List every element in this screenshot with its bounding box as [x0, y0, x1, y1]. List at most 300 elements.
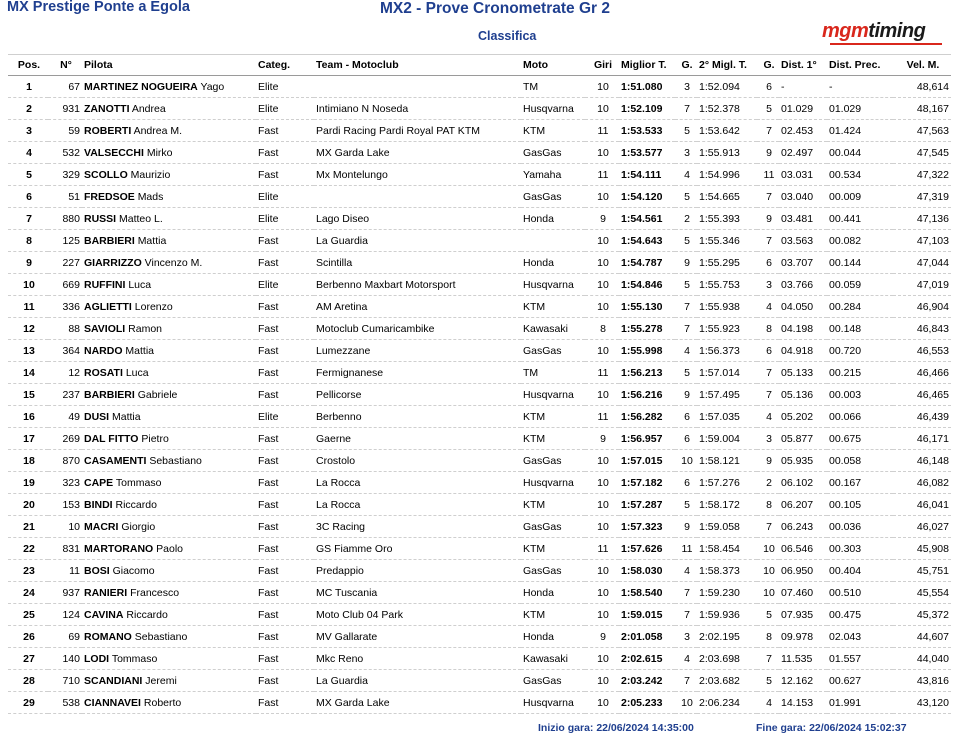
row-speed: 46,027 — [893, 516, 951, 538]
row-second-lap: 4 — [757, 406, 779, 428]
row-second-lap: 7 — [757, 120, 779, 142]
row-rider — [82, 384, 256, 406]
row-bike: TM — [521, 76, 585, 98]
row-second-time: 1:57.495 — [697, 384, 757, 406]
row-bike: Husqvarna — [521, 472, 585, 494]
row-team: Intimiano N Noseda — [314, 98, 521, 120]
row-gap-prev: - — [827, 76, 893, 98]
classification-subtitle: Classifica — [478, 29, 537, 43]
row-category: Fast — [256, 604, 314, 626]
row-speed: 45,908 — [893, 538, 951, 560]
table-row — [8, 186, 951, 208]
table-row — [8, 340, 951, 362]
rider-surname: BOSI — [84, 564, 110, 577]
row-best-time: 1:53.577 — [619, 142, 675, 164]
row-second-lap: 8 — [757, 318, 779, 340]
row-pos: 3 — [8, 120, 48, 142]
row-team: Motoclub Cumaricambike — [314, 318, 521, 340]
rider-surname: AGLIETTI — [84, 300, 132, 313]
row-laps: 11 — [585, 362, 619, 384]
row-best-lap: 9 — [675, 252, 697, 274]
rider-surname: CASAMENTI — [84, 454, 147, 467]
row-bike — [521, 230, 585, 252]
col-gap-prev: Dist. Prec. — [827, 55, 893, 76]
table-row — [8, 120, 951, 142]
table-row — [8, 428, 951, 450]
row-rider — [82, 516, 256, 538]
col-num: N° — [48, 55, 82, 76]
row-num: 10 — [48, 516, 82, 538]
row-gap-first: 03.040 — [779, 186, 827, 208]
row-num: 831 — [48, 538, 82, 560]
rider-surname: GIARRIZZO — [84, 256, 142, 269]
rider-first-name: Giorgio — [121, 520, 156, 533]
rider-first-name: Andrea — [131, 102, 166, 115]
row-category: Fast — [256, 120, 314, 142]
rider-first-name: Mattia — [137, 234, 167, 247]
row-best-time: 1:51.080 — [619, 76, 675, 98]
row-category: Fast — [256, 494, 314, 516]
row-rider — [82, 692, 256, 714]
row-bike: KTM — [521, 296, 585, 318]
row-num: 51 — [48, 186, 82, 208]
row-gap-prev: 00.167 — [827, 472, 893, 494]
rider-surname: DUSI — [84, 410, 110, 423]
table-row — [8, 252, 951, 274]
row-num: 336 — [48, 296, 82, 318]
rider-first-name: Giacomo — [112, 564, 155, 577]
row-team: MV Gallarate — [314, 626, 521, 648]
row-second-lap: 7 — [757, 516, 779, 538]
row-gap-prev: 00.003 — [827, 384, 893, 406]
row-gap-prev: 01.424 — [827, 120, 893, 142]
row-pos: 10 — [8, 274, 48, 296]
row-best-lap: 5 — [675, 230, 697, 252]
row-second-lap: 8 — [757, 494, 779, 516]
row-best-lap: 7 — [675, 296, 697, 318]
row-laps: 10 — [585, 340, 619, 362]
event-name: MX Prestige Ponte a Egola — [7, 0, 190, 15]
row-pos: 28 — [8, 670, 48, 692]
row-speed: 46,843 — [893, 318, 951, 340]
rider-surname: CAPE — [84, 476, 114, 489]
row-rider — [82, 230, 256, 252]
rider-surname: SAVIOLI — [84, 322, 126, 335]
row-best-time: 1:52.109 — [619, 98, 675, 120]
row-best-lap: 9 — [675, 384, 697, 406]
rider-surname: SCANDIANI — [84, 674, 143, 687]
rider-surname: ZANOTTI — [84, 102, 130, 115]
row-best-lap: 3 — [675, 626, 697, 648]
mgm-timing-logo — [822, 20, 925, 43]
rider-surname: RUSSI — [84, 212, 117, 225]
row-second-time: 1:55.346 — [697, 230, 757, 252]
row-rider — [82, 120, 256, 142]
table-row — [8, 362, 951, 384]
row-second-time: 1:52.094 — [697, 76, 757, 98]
row-team: Lumezzane — [314, 340, 521, 362]
row-rider — [82, 274, 256, 296]
row-pos: 25 — [8, 604, 48, 626]
row-rider — [82, 538, 256, 560]
row-gap-first: 05.136 — [779, 384, 827, 406]
row-best-time: 1:54.111 — [619, 164, 675, 186]
row-pos: 14 — [8, 362, 48, 384]
row-speed: 46,553 — [893, 340, 951, 362]
row-second-time: 1:56.373 — [697, 340, 757, 362]
rider-first-name: Tommaso — [111, 652, 158, 665]
row-pos: 16 — [8, 406, 48, 428]
table-row — [8, 560, 951, 582]
row-best-time: 2:03.242 — [619, 670, 675, 692]
row-pos: 29 — [8, 692, 48, 714]
row-second-time: 1:55.913 — [697, 142, 757, 164]
row-gap-prev: 00.082 — [827, 230, 893, 252]
row-best-lap: 7 — [675, 318, 697, 340]
row-rider — [82, 582, 256, 604]
row-team: AM Aretina — [314, 296, 521, 318]
row-team: GS Fiamme Oro — [314, 538, 521, 560]
row-best-lap: 7 — [675, 670, 697, 692]
row-bike: Husqvarna — [521, 384, 585, 406]
row-speed: 47,019 — [893, 274, 951, 296]
row-gap-first: 05.133 — [779, 362, 827, 384]
row-best-lap: 10 — [675, 450, 697, 472]
table-row — [8, 274, 951, 296]
row-rider — [82, 318, 256, 340]
row-num: 237 — [48, 384, 82, 406]
row-rider — [82, 648, 256, 670]
row-laps: 10 — [585, 274, 619, 296]
row-laps: 10 — [585, 296, 619, 318]
table-row — [8, 472, 951, 494]
row-category: Fast — [256, 362, 314, 384]
row-rider — [82, 626, 256, 648]
row-num: 153 — [48, 494, 82, 516]
row-rider — [82, 560, 256, 582]
row-rider — [82, 186, 256, 208]
row-best-time: 1:54.846 — [619, 274, 675, 296]
row-best-lap: 5 — [675, 120, 697, 142]
row-team: Moto Club 04 Park — [314, 604, 521, 626]
row-team: Pellicorse — [314, 384, 521, 406]
row-second-time: 1:55.923 — [697, 318, 757, 340]
row-speed: 44,607 — [893, 626, 951, 648]
row-pos: 4 — [8, 142, 48, 164]
row-num: 364 — [48, 340, 82, 362]
row-team: La Guardia — [314, 230, 521, 252]
row-second-lap: 6 — [757, 252, 779, 274]
col-speed: Vel. M. — [893, 55, 951, 76]
row-laps: 10 — [585, 472, 619, 494]
row-team: Berbenno Maxbart Motorsport — [314, 274, 521, 296]
row-gap-first: 09.978 — [779, 626, 827, 648]
row-rider — [82, 428, 256, 450]
row-category: Elite — [256, 186, 314, 208]
row-rider — [82, 604, 256, 626]
row-best-time: 1:55.998 — [619, 340, 675, 362]
row-bike: KTM — [521, 538, 585, 560]
results-table — [8, 54, 951, 714]
row-gap-first: 06.950 — [779, 560, 827, 582]
row-second-time: 2:02.195 — [697, 626, 757, 648]
col-laps: Giri — [585, 55, 619, 76]
row-best-time: 1:54.787 — [619, 252, 675, 274]
row-category: Elite — [256, 208, 314, 230]
row-best-lap: 4 — [675, 560, 697, 582]
row-gap-prev: 00.510 — [827, 582, 893, 604]
row-best-time: 1:55.130 — [619, 296, 675, 318]
row-gap-prev: 00.058 — [827, 450, 893, 472]
rider-first-name: Paolo — [156, 542, 184, 555]
rider-first-name: Tommaso — [115, 476, 162, 489]
row-speed: 45,554 — [893, 582, 951, 604]
row-speed: 46,904 — [893, 296, 951, 318]
row-team: La Guardia — [314, 670, 521, 692]
rider-surname: DAL FITTO — [84, 432, 139, 445]
row-bike: Honda — [521, 626, 585, 648]
row-team — [314, 76, 521, 98]
row-second-time: 2:06.234 — [697, 692, 757, 714]
row-gap-first: 11.535 — [779, 648, 827, 670]
row-second-time: 1:59.058 — [697, 516, 757, 538]
rider-first-name: Sebastiano — [149, 454, 202, 467]
row-bike: Kawasaki — [521, 318, 585, 340]
row-category: Fast — [256, 648, 314, 670]
row-gap-first: 03.481 — [779, 208, 827, 230]
row-gap-first: 04.198 — [779, 318, 827, 340]
row-laps: 9 — [585, 428, 619, 450]
row-second-lap: 7 — [757, 648, 779, 670]
row-category: Elite — [256, 406, 314, 428]
row-rider — [82, 142, 256, 164]
row-gap-prev: 00.144 — [827, 252, 893, 274]
row-second-time: 1:55.393 — [697, 208, 757, 230]
row-rider — [82, 296, 256, 318]
table-row — [8, 626, 951, 648]
row-num: 710 — [48, 670, 82, 692]
row-rider — [82, 494, 256, 516]
row-laps: 10 — [585, 692, 619, 714]
row-best-lap: 7 — [675, 98, 697, 120]
row-best-time: 1:55.278 — [619, 318, 675, 340]
row-pos: 15 — [8, 384, 48, 406]
row-num: 538 — [48, 692, 82, 714]
col-gap-first: Dist. 1° — [779, 55, 827, 76]
row-second-lap: 7 — [757, 362, 779, 384]
row-category: Fast — [256, 538, 314, 560]
col-second-lap: G. — [757, 55, 779, 76]
row-category: Fast — [256, 164, 314, 186]
rider-first-name: Mads — [137, 190, 164, 203]
row-speed: 46,465 — [893, 384, 951, 406]
row-num: 227 — [48, 252, 82, 274]
row-bike: Husqvarna — [521, 98, 585, 120]
row-second-time: 1:57.276 — [697, 472, 757, 494]
rider-first-name: Sebastiano — [134, 630, 188, 643]
row-gap-first: 06.243 — [779, 516, 827, 538]
row-gap-prev: 00.148 — [827, 318, 893, 340]
row-best-time: 2:02.615 — [619, 648, 675, 670]
row-gap-prev: 00.009 — [827, 186, 893, 208]
logo-part-1: mgm — [822, 20, 869, 42]
rider-surname: BINDI — [84, 498, 113, 511]
row-pos: 6 — [8, 186, 48, 208]
row-second-lap: 7 — [757, 186, 779, 208]
row-laps: 10 — [585, 252, 619, 274]
row-category: Fast — [256, 560, 314, 582]
row-best-lap: 3 — [675, 142, 697, 164]
row-pos: 7 — [8, 208, 48, 230]
rider-first-name: Mirko — [146, 146, 173, 159]
row-category: Fast — [256, 296, 314, 318]
row-pos: 17 — [8, 428, 48, 450]
row-num: 88 — [48, 318, 82, 340]
row-team: Mkc Reno — [314, 648, 521, 670]
rider-first-name: Gabriele — [137, 388, 178, 401]
row-team: Crostolo — [314, 450, 521, 472]
row-category: Fast — [256, 428, 314, 450]
table-row — [8, 604, 951, 626]
row-gap-prev: 00.303 — [827, 538, 893, 560]
row-num: 532 — [48, 142, 82, 164]
row-category: Fast — [256, 142, 314, 164]
row-laps: 9 — [585, 208, 619, 230]
rider-first-name: Mattia — [125, 344, 155, 357]
row-speed: 46,148 — [893, 450, 951, 472]
rider-surname: MARTINEZ NOGUEIRA — [84, 80, 198, 93]
rider-surname: MARTORANO — [84, 542, 154, 555]
row-second-lap: 10 — [757, 560, 779, 582]
row-bike: GasGas — [521, 142, 585, 164]
row-best-time: 1:57.323 — [619, 516, 675, 538]
table-row — [8, 384, 951, 406]
row-rider — [82, 252, 256, 274]
row-second-lap: 4 — [757, 296, 779, 318]
row-category: Fast — [256, 670, 314, 692]
row-num: 931 — [48, 98, 82, 120]
row-laps: 10 — [585, 582, 619, 604]
rider-first-name: Pietro — [141, 432, 169, 445]
row-laps: 10 — [585, 560, 619, 582]
table-row — [8, 142, 951, 164]
row-second-time: 1:58.172 — [697, 494, 757, 516]
row-rider — [82, 98, 256, 120]
row-best-time: 1:58.030 — [619, 560, 675, 582]
row-team: La Rocca — [314, 472, 521, 494]
rider-surname: CIANNAVEI — [84, 696, 141, 709]
row-pos: 21 — [8, 516, 48, 538]
row-pos: 22 — [8, 538, 48, 560]
rider-surname: RUFFINI — [84, 278, 126, 291]
row-best-time: 1:56.216 — [619, 384, 675, 406]
row-pos: 11 — [8, 296, 48, 318]
table-row — [8, 318, 951, 340]
row-second-time: 1:58.454 — [697, 538, 757, 560]
row-category: Fast — [256, 340, 314, 362]
row-best-time: 1:53.533 — [619, 120, 675, 142]
row-category: Fast — [256, 450, 314, 472]
rider-surname: BARBIERI — [84, 234, 135, 247]
row-best-lap: 5 — [675, 362, 697, 384]
table-row — [8, 450, 951, 472]
row-gap-prev: 00.105 — [827, 494, 893, 516]
rider-first-name: Riccardo — [115, 498, 157, 511]
row-laps: 11 — [585, 120, 619, 142]
row-second-time: 2:03.698 — [697, 648, 757, 670]
row-second-lap: 9 — [757, 142, 779, 164]
row-speed: 46,466 — [893, 362, 951, 384]
row-bike: KTM — [521, 120, 585, 142]
row-rider — [82, 406, 256, 428]
row-num: 11 — [48, 560, 82, 582]
row-second-time: 1:58.373 — [697, 560, 757, 582]
row-num: 669 — [48, 274, 82, 296]
row-second-time: 1:59.004 — [697, 428, 757, 450]
row-team: La Rocca — [314, 494, 521, 516]
rider-first-name: Matteo L. — [119, 212, 163, 225]
row-second-lap: 9 — [757, 208, 779, 230]
rider-first-name: Vincenzo M. — [144, 256, 203, 269]
row-bike: KTM — [521, 428, 585, 450]
table-row — [8, 516, 951, 538]
row-bike: GasGas — [521, 516, 585, 538]
row-best-time: 1:54.120 — [619, 186, 675, 208]
rider-surname: BARBIERI — [84, 388, 135, 401]
row-speed: 46,171 — [893, 428, 951, 450]
row-laps: 10 — [585, 384, 619, 406]
row-best-time: 1:54.561 — [619, 208, 675, 230]
row-bike: Honda — [521, 582, 585, 604]
row-gap-prev: 00.059 — [827, 274, 893, 296]
rider-first-name: Yago — [200, 80, 225, 93]
row-num: 49 — [48, 406, 82, 428]
row-gap-first: 02.497 — [779, 142, 827, 164]
row-bike: Husqvarna — [521, 692, 585, 714]
row-best-time: 1:58.540 — [619, 582, 675, 604]
row-best-lap: 11 — [675, 538, 697, 560]
table-row — [8, 230, 951, 252]
row-gap-prev: 00.044 — [827, 142, 893, 164]
row-speed: 46,082 — [893, 472, 951, 494]
row-laps: 10 — [585, 98, 619, 120]
row-laps: 10 — [585, 76, 619, 98]
row-best-time: 1:59.015 — [619, 604, 675, 626]
row-pos: 24 — [8, 582, 48, 604]
row-team: Mx Montelungo — [314, 164, 521, 186]
row-laps: 10 — [585, 142, 619, 164]
row-speed: 45,372 — [893, 604, 951, 626]
row-num: 880 — [48, 208, 82, 230]
table-row — [8, 164, 951, 186]
row-speed: 47,545 — [893, 142, 951, 164]
row-laps: 10 — [585, 648, 619, 670]
rider-surname: ROMANO — [84, 630, 132, 643]
row-second-time: 1:58.121 — [697, 450, 757, 472]
row-category: Fast — [256, 384, 314, 406]
row-num: 69 — [48, 626, 82, 648]
row-second-time: 1:55.753 — [697, 274, 757, 296]
row-speed: 47,044 — [893, 252, 951, 274]
table-row — [8, 76, 951, 98]
row-laps: 10 — [585, 230, 619, 252]
row-gap-prev: 00.404 — [827, 560, 893, 582]
row-gap-prev: 02.043 — [827, 626, 893, 648]
row-bike: TM — [521, 362, 585, 384]
row-team: Lago Diseo — [314, 208, 521, 230]
row-gap-first: 06.546 — [779, 538, 827, 560]
rider-surname: FREDSOE — [84, 190, 135, 203]
